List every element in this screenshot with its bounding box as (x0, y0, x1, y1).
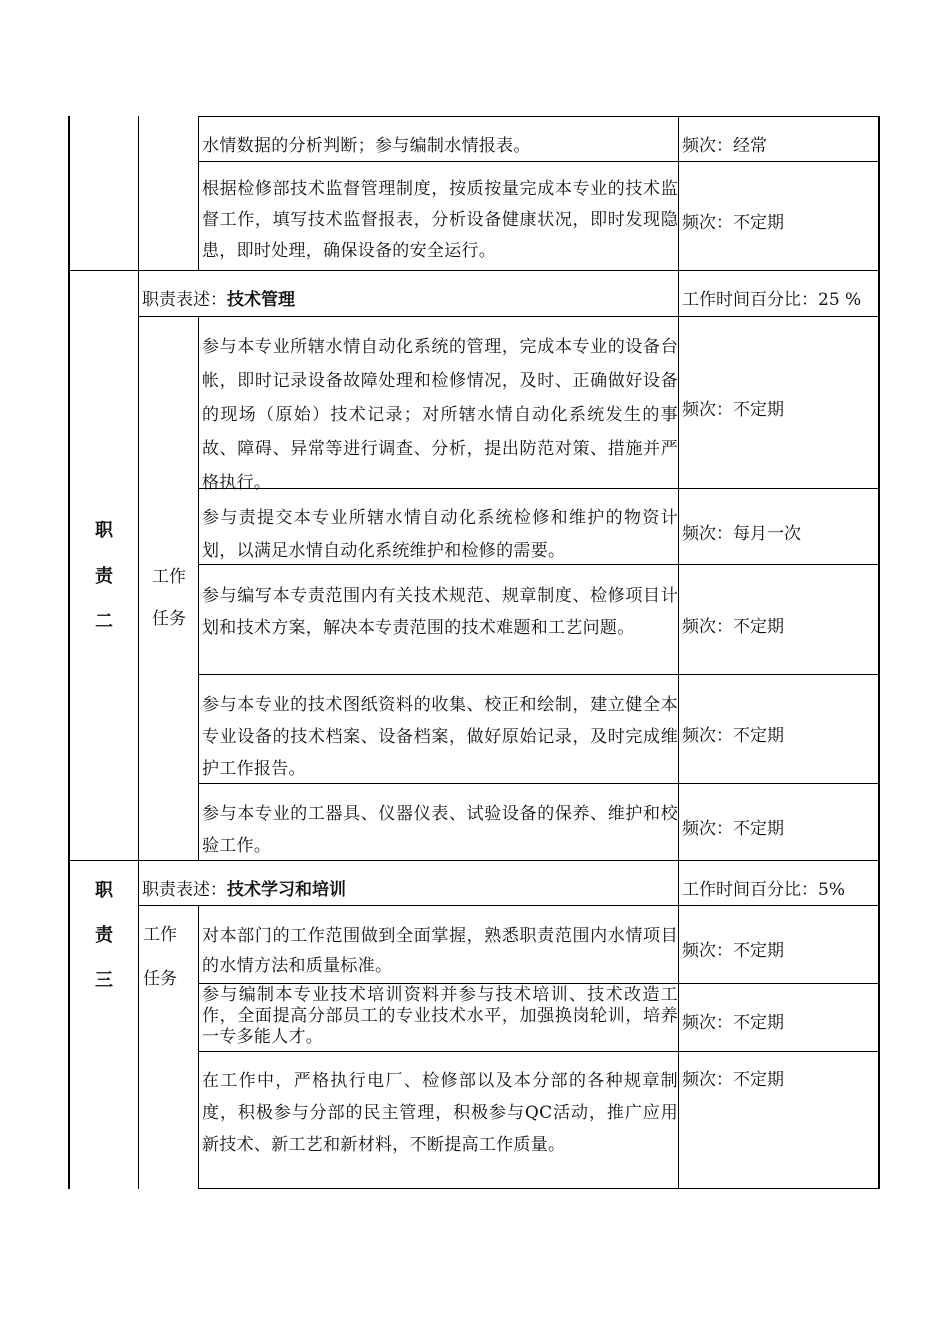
desc-prefix: 职责表述： (142, 290, 227, 310)
task-text: 参与本专业所辖水情自动化系统的管理，完成本专业的设备台帐，即时记录设备故障处理和检修情况，及时、正确做好设备的现场（原始）技术记录；对所辖水情自动化系统发生的事故、障碍、异常等进行调查、分析，提出防范对策、措施并严格执行。 (202, 337, 678, 493)
duty-label-char: 责 (95, 566, 113, 587)
desc-title: 技术管理 (227, 290, 295, 310)
desc-prefix: 职责表述： (142, 880, 227, 900)
col-divider-2-a (198, 116, 199, 271)
duty-label-char: 职 (95, 520, 113, 541)
task-frequency: 频次：不定期 (682, 1013, 784, 1033)
task-frequency: 频次：不定期 (682, 819, 784, 839)
col-divider-1 (138, 116, 139, 1189)
time-percent: 工作时间百分比：25 % (682, 290, 862, 310)
time-percent: 工作时间百分比：5% (682, 880, 845, 900)
duty-description (142, 875, 672, 906)
task-text: 参与编写本专责范围内有关技术规范、规章制度、检修项目计划和技术方案，解决本专责范围的技术难题和工艺问题。 (202, 586, 678, 638)
work-task-label: 工作 (143, 925, 177, 945)
row-line (138, 316, 879, 317)
duty-label-char: 责 (95, 925, 113, 946)
col-divider-2-c (198, 906, 199, 1189)
table-left-border (68, 116, 70, 1189)
row-line (198, 674, 879, 675)
task-frequency: 频次：不定期 (682, 617, 784, 637)
task-text: 参与责提交本专业所辖水情自动化系统检修和维护的物资计划，以满足水情自动化系统维护和检修的需要。 (202, 508, 678, 561)
task-frequency: 频次：不定期 (682, 400, 784, 420)
row-line-bottom (198, 1188, 879, 1189)
row-line (198, 1051, 879, 1052)
col-divider-2-b (198, 317, 199, 861)
task-text: 参与本专业的工器具、仪器仪表、试验设备的保养、维护和校验工作。 (202, 804, 678, 856)
col-divider-3-a (678, 116, 679, 1189)
task-frequency: 频次：不定期 (682, 213, 784, 233)
work-task-label: 任务 (143, 969, 177, 989)
task-frequency: 频次：不定期 (682, 726, 784, 746)
task-frequency: 频次：不定期 (682, 1070, 784, 1090)
duty-label-char: 二 (95, 611, 113, 632)
duty-description (142, 285, 672, 316)
task-frequency: 频次：每月一次 (682, 524, 801, 544)
duty-label-char: 职 (95, 880, 113, 901)
task-text: 对本部门的工作范围做到全面掌握，熟悉职责范围内水情项目的水情方法和质量标准。 (202, 926, 678, 976)
task-text: 参与编制本专业技术培训资料并参与技术培训、技术改造工作，全面提高分部员工的专业技术水平，加强换岗轮训，培养一专多能人才。 (202, 985, 678, 1047)
task-text: 根据检修部技术监督管理制度，按质按量完成本专业的技术监督工作，填写技术监督报表，分析设备健康状况，即时发现隐患，即时处理，确保设备的安全运行。 (202, 179, 678, 261)
task-text: 在工作中，严格执行电厂、检修部以及本分部的各种规章制度，积极参与分部的民主管理，积极参与QC活动，推广应用新技术、新工艺和新材料，不断提高工作质量。 (202, 1071, 678, 1155)
table-right-border (878, 116, 880, 1189)
task-text: 参与本专业的技术图纸资料的收集、校正和绘制，建立健全本专业设备的技术档案、设备档案，做好原始记录，及时完成维护工作报告。 (202, 695, 678, 779)
desc-title: 技术学习和培训 (227, 880, 346, 900)
row-line-section (68, 270, 879, 271)
duty-label-char: 三 (95, 970, 113, 991)
task-frequency: 频次：不定期 (682, 941, 784, 961)
row-line (198, 983, 879, 984)
work-task-label: 任务 (152, 609, 186, 629)
task-text: 水情数据的分析判断；参与编制水情报表。 (202, 136, 531, 156)
task-frequency: 频次：经常 (682, 136, 767, 156)
work-task-label: 工作 (152, 567, 186, 587)
row-line-top (198, 116, 879, 117)
